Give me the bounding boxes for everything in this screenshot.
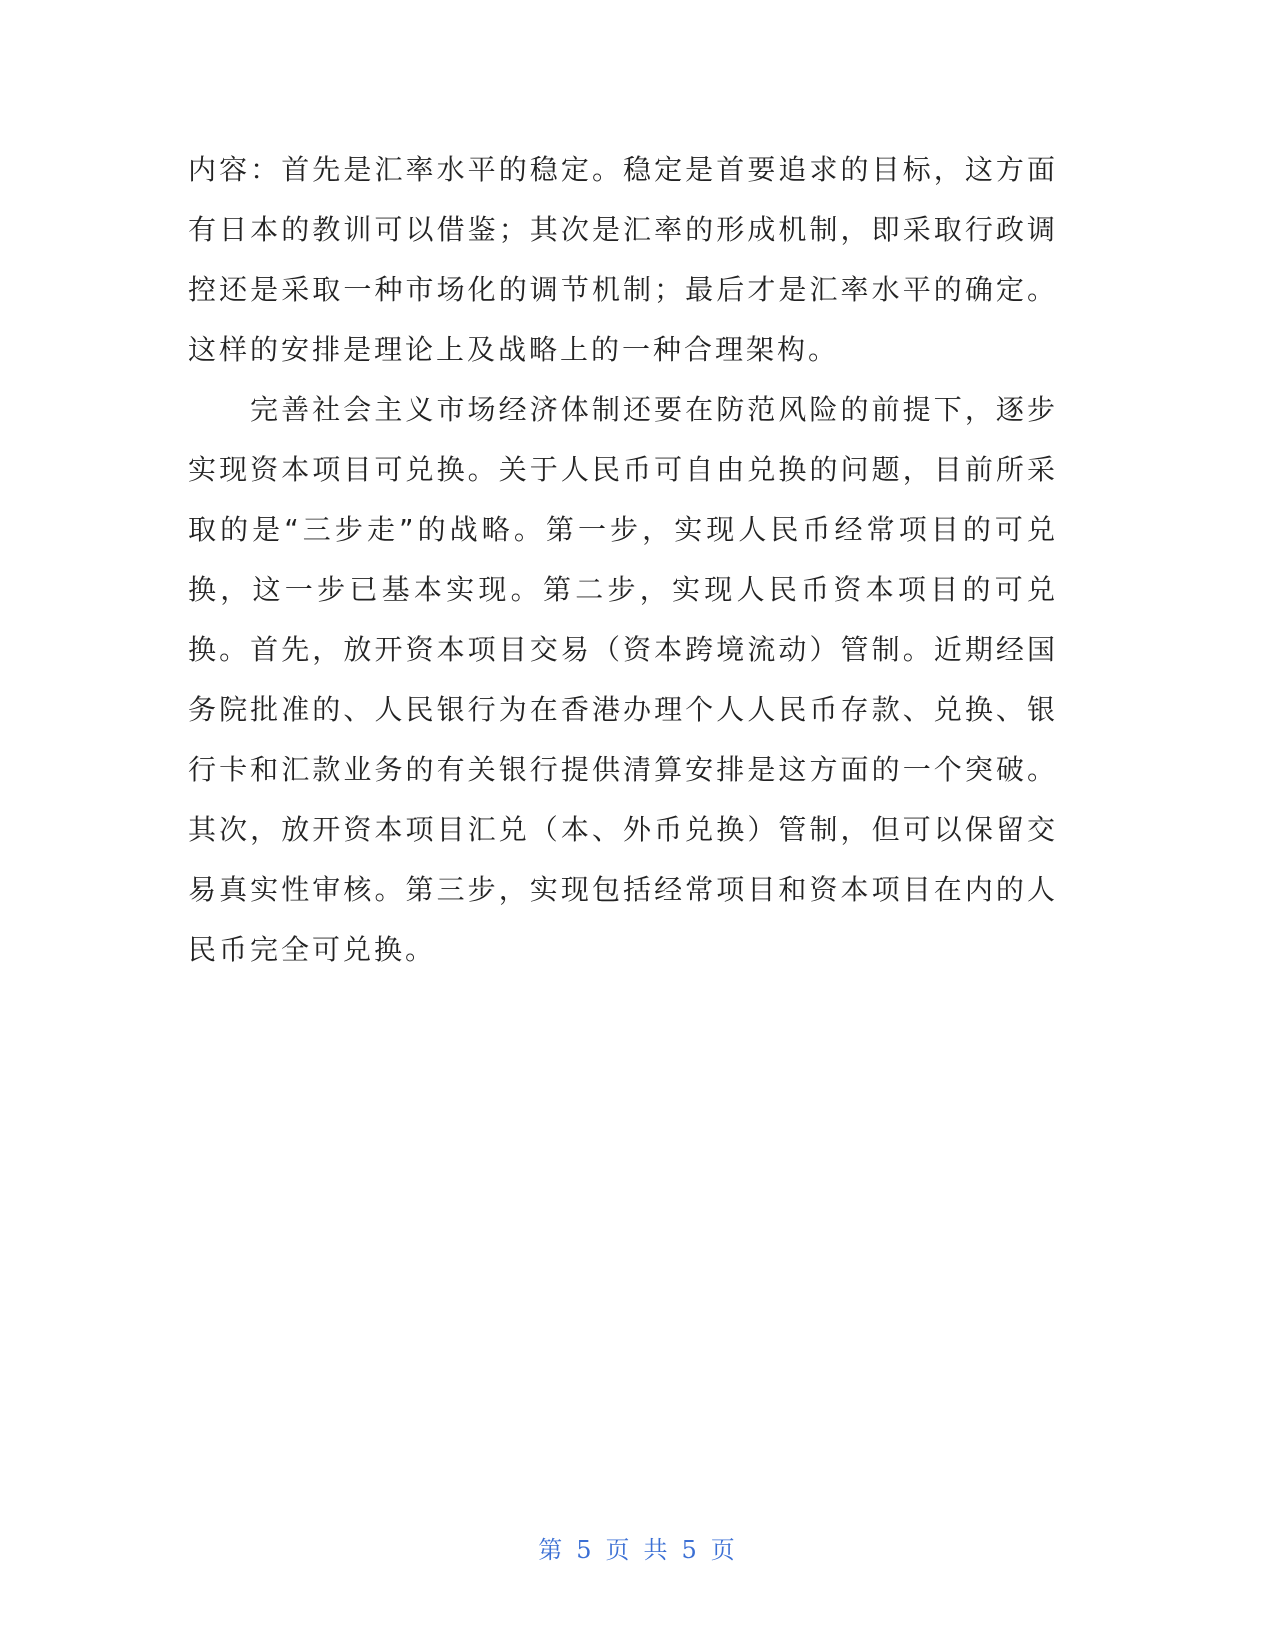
footer-total-prefix: 共 bbox=[643, 1536, 670, 1564]
paragraph-2: 完善社会主义市场经济体制还要在防范风险的前提下，逐步实现资本项目可兑换。关于人民币可自由兑换的问题，目前所采取的是“三步走”的战略。第一步，实现人民币经常项目的可兑换，这一步已基本实现。第二步，实现人民币资本项目的可兑换。首先，放开资本项目交易（资本跨境流动）管制。近期经国务院批准的、人民银行为在香港办理个人人民币存款、兑换、银行卡和汇款业务的有关银行提供清算安排是这方面的一个突破。其次，放开资本项目汇兑（本、外币兑换）管制，但可以保留交易真实性审核。第三步，实现包括经常项目和资本项目在内的人民币完全可兑换。 bbox=[188, 393, 1058, 966]
footer-page-word: 页 bbox=[605, 1536, 632, 1564]
page-footer bbox=[0, 1530, 1275, 1565]
footer-suffix: 页 bbox=[710, 1536, 737, 1564]
paragraph-1: 内容：首先是汇率水平的稳定。稳定是首要追求的目标，这方面有日本的教训可以借鉴；其次是汇率的形成机制，即采取行政调控还是采取一种市场化的调节机制；最后才是汇率水平的确定。这样的安排是理论上及战略上的一种合理架构。 bbox=[188, 153, 1058, 366]
document-body bbox=[188, 140, 1058, 980]
footer-total-pages: 5 bbox=[681, 1536, 699, 1564]
footer-current-page: 5 bbox=[576, 1536, 594, 1564]
footer-prefix: 第 bbox=[538, 1536, 565, 1564]
